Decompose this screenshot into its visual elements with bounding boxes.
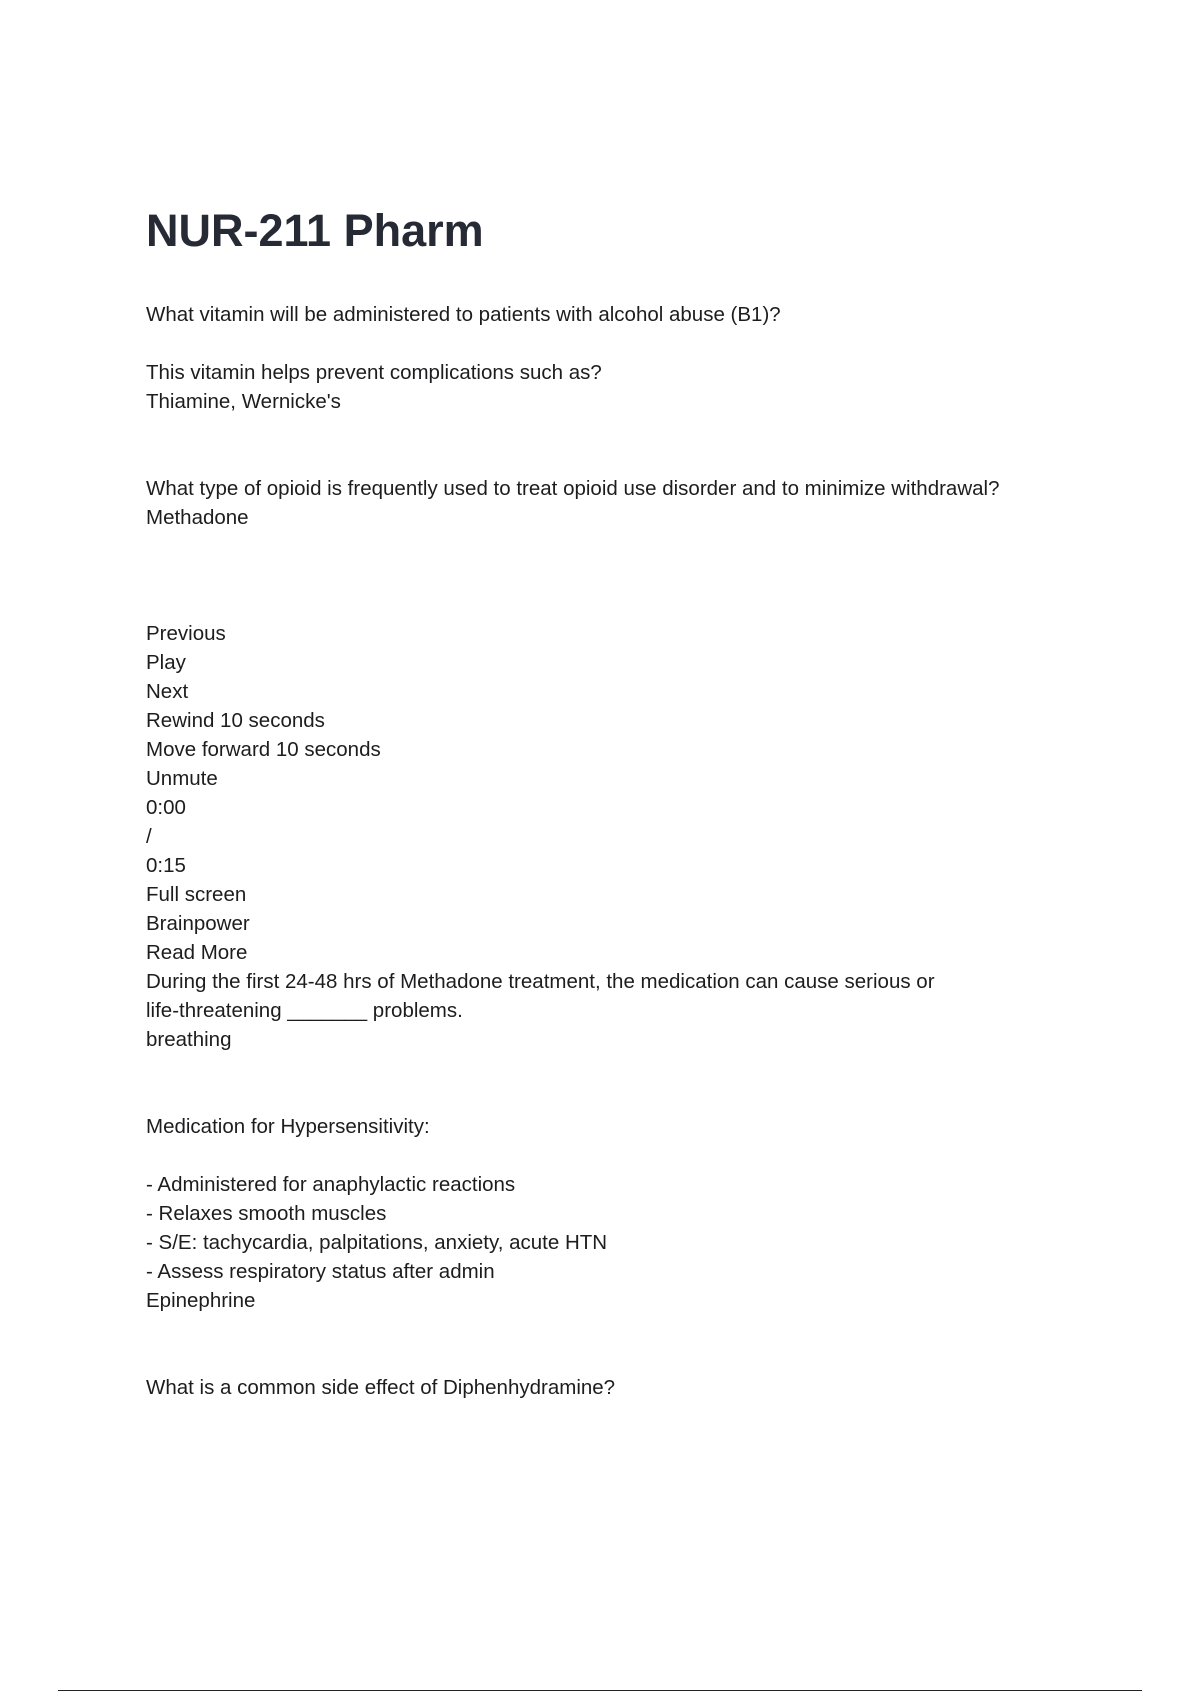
- play-button[interactable]: Play: [146, 651, 186, 674]
- q1-followup: This vitamin helps prevent complications such as?: [146, 361, 602, 384]
- q4-bullet: - S/E: tachycardia, palpitations, anxiety, acute HTN: [146, 1231, 608, 1254]
- q4-bullet: - Relaxes smooth muscles: [146, 1202, 387, 1225]
- next-button[interactable]: Next: [146, 680, 189, 703]
- q3-question-line2: life-threatening _______ problems.: [146, 999, 463, 1022]
- fullscreen-button[interactable]: Full screen: [146, 883, 247, 906]
- q4-bullet: - Administered for anaphylactic reactions: [146, 1173, 516, 1196]
- time-separator: /: [146, 825, 152, 848]
- q1-answer: Thiamine, Wernicke's: [146, 390, 341, 413]
- unmute-button[interactable]: Unmute: [146, 767, 218, 790]
- forward-button[interactable]: Move forward 10 seconds: [146, 738, 381, 761]
- q2-answer: Methadone: [146, 506, 249, 529]
- previous-button[interactable]: Previous: [146, 622, 226, 645]
- q1-question: What vitamin will be administered to patients with alcohol abuse (B1)?: [146, 303, 781, 326]
- q4-answer: Epinephrine: [146, 1289, 256, 1312]
- read-more-link[interactable]: Read More: [146, 941, 248, 964]
- rewind-button[interactable]: Rewind 10 seconds: [146, 709, 325, 732]
- q5-question: What is a common side effect of Diphenhydramine?: [146, 1376, 616, 1399]
- q3-answer: breathing: [146, 1028, 232, 1051]
- brainpower-link[interactable]: Brainpower: [146, 912, 250, 935]
- current-time: 0:00: [146, 796, 186, 819]
- duration: 0:15: [146, 854, 186, 877]
- q3-question-line1: During the first 24-48 hrs of Methadone treatment, the medication can cause serious or: [146, 970, 935, 993]
- flashcard-content: [146, 300, 1106, 1402]
- q4-heading: Medication for Hypersensitivity:: [146, 1115, 430, 1138]
- page-bottom-divider: [58, 1690, 1142, 1691]
- q4-bullet: - Assess respiratory status after admin: [146, 1260, 495, 1283]
- q2-question: What type of opioid is frequently used to treat opioid use disorder and to minimize withdrawal?: [146, 477, 1000, 500]
- page-title: NUR-211 Pharm: [146, 205, 484, 256]
